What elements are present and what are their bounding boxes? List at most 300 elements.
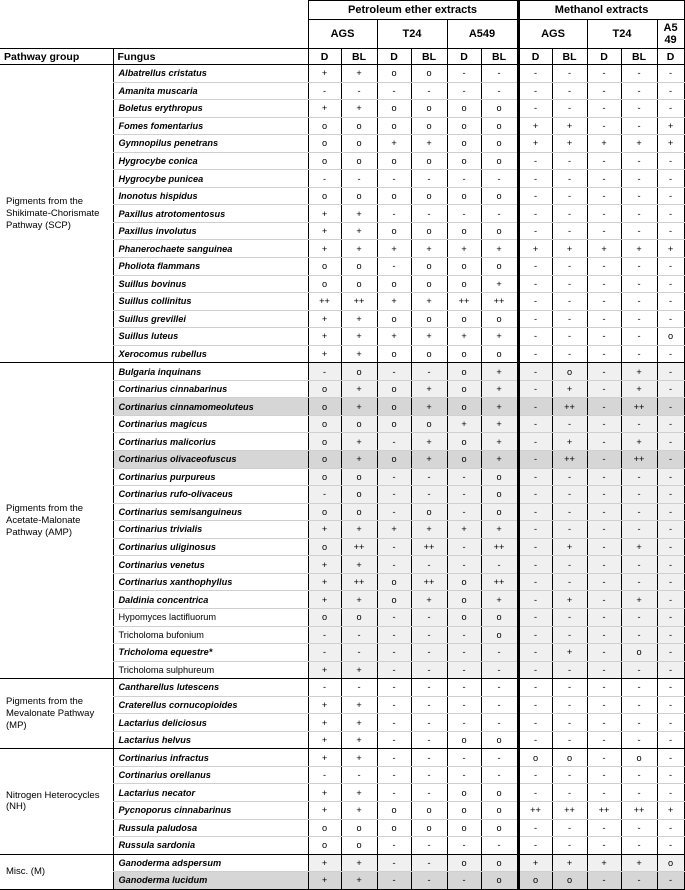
fungus-name: Lactarius deliciosus	[113, 714, 308, 732]
activity-cell: -	[587, 293, 621, 311]
activity-cell: -	[518, 644, 552, 662]
activity-cell: -	[481, 766, 518, 784]
activity-cell: +	[308, 573, 341, 591]
activity-cell: -	[621, 258, 657, 276]
activity-cell: -	[657, 749, 684, 767]
activity-cell: +	[481, 451, 518, 469]
activity-cell: -	[481, 65, 518, 83]
activity-cell: o	[481, 187, 518, 205]
activity-cell: +	[587, 854, 621, 872]
activity-cell: +	[587, 135, 621, 153]
activity-cell: -	[621, 468, 657, 486]
fungus-name: Lactarius necator	[113, 784, 308, 802]
activity-cell: o	[481, 731, 518, 749]
activity-cell: -	[447, 468, 481, 486]
activity-cell: -	[552, 310, 587, 328]
activity-cell: -	[447, 837, 481, 855]
sub-header: D	[447, 49, 481, 65]
sub-header: D	[657, 49, 684, 65]
activity-cell: o	[377, 100, 411, 118]
activity-cell: o	[518, 872, 552, 890]
activity-cell: +	[308, 240, 341, 258]
activity-cell: -	[518, 819, 552, 837]
activity-cell: o	[411, 345, 447, 363]
activity-cell: +	[308, 854, 341, 872]
sub-header: BL	[552, 49, 587, 65]
activity-cell: -	[587, 819, 621, 837]
activity-cell: -	[411, 82, 447, 100]
activity-cell: o	[341, 503, 377, 521]
activity-cell: -	[411, 784, 447, 802]
sub-header: BL	[481, 49, 518, 65]
activity-cell: +	[341, 521, 377, 539]
activity-cell: +	[657, 117, 684, 135]
activity-cell: +	[341, 398, 377, 416]
activity-cell: -	[518, 310, 552, 328]
activity-cell: -	[481, 714, 518, 732]
activity-cell: -	[657, 766, 684, 784]
activity-cell: o	[377, 591, 411, 609]
activity-cell: -	[377, 837, 411, 855]
activity-cell: o	[341, 275, 377, 293]
activity-cell: -	[411, 170, 447, 188]
activity-cell: -	[552, 486, 587, 504]
activity-cell: +	[308, 749, 341, 767]
activity-cell: -	[411, 205, 447, 223]
activity-cell: o	[377, 801, 411, 819]
fungus-name: Cortinarius olivaceofuscus	[113, 451, 308, 469]
activity-cell: +	[341, 731, 377, 749]
activity-cell: -	[657, 310, 684, 328]
activity-cell: +	[552, 591, 587, 609]
activity-cell: o	[481, 100, 518, 118]
table-row	[0, 679, 684, 697]
activity-cell: -	[377, 205, 411, 223]
activity-cell: +	[341, 310, 377, 328]
activity-cell: -	[481, 205, 518, 223]
cell-line-header: AGS	[518, 20, 587, 49]
activity-cell: -	[621, 415, 657, 433]
activity-cell: -	[377, 82, 411, 100]
activity-cell: -	[621, 170, 657, 188]
activity-cell: -	[587, 749, 621, 767]
fungus-name: Craterellus cornucopioides	[113, 696, 308, 714]
activity-cell: o	[411, 100, 447, 118]
pathway-group-label: Misc. (M)	[0, 854, 113, 889]
activity-cell: -	[657, 205, 684, 223]
activity-cell: o	[341, 608, 377, 626]
activity-cell: -	[377, 784, 411, 802]
activity-cell: +	[621, 591, 657, 609]
activity-cell: -	[657, 100, 684, 118]
activity-cell: -	[377, 433, 411, 451]
activity-cell: -	[657, 731, 684, 749]
activity-cell: o	[481, 854, 518, 872]
pathway-group-label: Nitrogen Heterocycles (NH)	[0, 749, 113, 854]
fungus-name: Paxillus involutus	[113, 222, 308, 240]
activity-cell: -	[621, 328, 657, 346]
activity-cell: o	[447, 363, 481, 381]
activity-cell: o	[552, 872, 587, 890]
activity-cell: o	[447, 854, 481, 872]
activity-cell: -	[587, 65, 621, 83]
activity-cell: +	[621, 363, 657, 381]
activity-cell: -	[377, 644, 411, 662]
activity-cell: +	[341, 749, 377, 767]
pathway-group-column-header: Pathway group	[0, 49, 113, 65]
activity-cell: +	[411, 380, 447, 398]
activity-cell: +	[308, 696, 341, 714]
activity-cell: -	[341, 766, 377, 784]
activity-cell: o	[341, 819, 377, 837]
activity-cell: +	[481, 521, 518, 539]
activity-cell: o	[377, 415, 411, 433]
activity-cell: -	[552, 187, 587, 205]
activity-cell: +	[621, 240, 657, 258]
fungus-name: Tricholoma bufonium	[113, 626, 308, 644]
activity-cell: +	[481, 433, 518, 451]
fungus-name: Cortinarius uliginosus	[113, 538, 308, 556]
activity-cell: -	[657, 837, 684, 855]
activity-cell: -	[377, 731, 411, 749]
activity-cell: -	[447, 205, 481, 223]
activity-cell: +	[621, 380, 657, 398]
activity-cell: +	[341, 433, 377, 451]
activity-cell: -	[587, 468, 621, 486]
activity-cell: -	[481, 696, 518, 714]
activity-cell: -	[411, 837, 447, 855]
activity-cell: +	[308, 310, 341, 328]
fungus-name: Tricholoma equestre*	[113, 644, 308, 662]
activity-cell: -	[621, 784, 657, 802]
activity-cell: o	[411, 801, 447, 819]
activity-cell: o	[308, 468, 341, 486]
activity-cell: -	[518, 398, 552, 416]
activity-cell: -	[341, 644, 377, 662]
activity-cell: -	[621, 731, 657, 749]
activity-cell: -	[518, 170, 552, 188]
activity-cell: +	[411, 135, 447, 153]
activity-cell: ++	[621, 451, 657, 469]
activity-cell: -	[552, 556, 587, 574]
activity-cell: -	[657, 538, 684, 556]
activity-cell: ++	[587, 801, 621, 819]
activity-cell: +	[621, 433, 657, 451]
activity-cell: -	[587, 415, 621, 433]
activity-cell: -	[657, 65, 684, 83]
activity-cell: -	[411, 363, 447, 381]
activity-cell: +	[447, 415, 481, 433]
activity-cell: o	[481, 117, 518, 135]
activity-cell: -	[552, 573, 587, 591]
activity-cell: -	[657, 258, 684, 276]
activity-cell: o	[481, 486, 518, 504]
activity-cell: o	[308, 433, 341, 451]
activity-cell: -	[552, 328, 587, 346]
activity-cell: o	[447, 573, 481, 591]
activity-cell: -	[377, 714, 411, 732]
activity-cell: -	[587, 521, 621, 539]
activity-cell: o	[377, 152, 411, 170]
table-body	[0, 65, 684, 890]
fungus-name: Suillus collinitus	[113, 293, 308, 311]
activity-cell: -	[518, 503, 552, 521]
activity-cell: -	[621, 293, 657, 311]
activity-cell: -	[377, 696, 411, 714]
activity-cell: -	[552, 661, 587, 679]
activity-cell: -	[552, 766, 587, 784]
activity-cell: o	[481, 626, 518, 644]
activity-cell: +	[657, 801, 684, 819]
fungus-name: Cortinarius cinnamomeoluteus	[113, 398, 308, 416]
activity-cell: -	[518, 784, 552, 802]
activity-cell: -	[621, 696, 657, 714]
activity-cell: -	[587, 731, 621, 749]
fungus-name: Suillus bovinus	[113, 275, 308, 293]
fungus-name: Cantharellus lutescens	[113, 679, 308, 697]
activity-cell: -	[518, 293, 552, 311]
activity-cell: o	[481, 152, 518, 170]
activity-cell: o	[411, 258, 447, 276]
activity-cell: o	[341, 468, 377, 486]
activity-cell: o	[447, 801, 481, 819]
activity-cell: -	[552, 222, 587, 240]
activity-cell: ++	[552, 398, 587, 416]
activity-cell: -	[657, 591, 684, 609]
activity-cell: o	[377, 65, 411, 83]
activity-cell: -	[341, 679, 377, 697]
activity-cell: +	[481, 275, 518, 293]
activity-cell: -	[518, 521, 552, 539]
activity-cell: -	[377, 854, 411, 872]
activity-cell: -	[447, 626, 481, 644]
activity-cell: -	[621, 152, 657, 170]
activity-cell: +	[481, 380, 518, 398]
activity-cell: +	[481, 240, 518, 258]
activity-cell: +	[657, 135, 684, 153]
activity-cell: +	[377, 293, 411, 311]
activity-cell: -	[657, 345, 684, 363]
activity-cell: +	[447, 240, 481, 258]
activity-cell: +	[308, 661, 341, 679]
activity-cell: -	[518, 65, 552, 83]
fungus-name: Cortinarius rufo-olivaceus	[113, 486, 308, 504]
activity-cell: -	[587, 486, 621, 504]
cell-line-header: T24	[377, 20, 447, 49]
activity-cell: ++	[552, 451, 587, 469]
activity-cell: -	[621, 766, 657, 784]
activity-cell: o	[447, 380, 481, 398]
activity-cell: -	[518, 187, 552, 205]
activity-cell: -	[411, 696, 447, 714]
activity-cell: o	[341, 187, 377, 205]
activity-cell: -	[377, 468, 411, 486]
activity-cell: -	[411, 854, 447, 872]
activity-cell: ++	[518, 801, 552, 819]
activity-cell: +	[308, 784, 341, 802]
activity-cell: +	[308, 872, 341, 890]
activity-cell: -	[552, 100, 587, 118]
activity-cell: -	[621, 556, 657, 574]
activity-cell: o	[447, 451, 481, 469]
activity-cell: -	[657, 661, 684, 679]
activity-cell: -	[518, 468, 552, 486]
activity-cell: -	[552, 65, 587, 83]
activity-cell: o	[481, 801, 518, 819]
activity-cell: -	[377, 486, 411, 504]
activity-cell: +	[518, 117, 552, 135]
activity-cell: -	[587, 766, 621, 784]
sub-header: BL	[341, 49, 377, 65]
activity-cell: -	[621, 626, 657, 644]
activity-cell: o	[447, 433, 481, 451]
activity-cell: -	[657, 784, 684, 802]
activity-cell: +	[341, 345, 377, 363]
activity-cell: -	[518, 433, 552, 451]
fungus-name: Cortinarius trivialis	[113, 521, 308, 539]
activity-cell: -	[587, 170, 621, 188]
activity-cell: o	[447, 591, 481, 609]
activity-cell: -	[447, 486, 481, 504]
activity-cell: -	[518, 345, 552, 363]
activity-cell: -	[552, 293, 587, 311]
activity-cell: -	[657, 819, 684, 837]
activity-cell: o	[308, 503, 341, 521]
activity-cell: -	[657, 608, 684, 626]
activity-cell: -	[552, 258, 587, 276]
activity-cell: +	[341, 872, 377, 890]
fungus-name: Cortinarius purpureus	[113, 468, 308, 486]
activity-cell: +	[308, 556, 341, 574]
activity-cell: -	[411, 644, 447, 662]
activity-cell: o	[308, 187, 341, 205]
activity-cell: -	[657, 486, 684, 504]
activity-cell: o	[341, 363, 377, 381]
activity-cell: +	[411, 398, 447, 416]
activity-cell: -	[518, 380, 552, 398]
activity-cell: -	[518, 328, 552, 346]
activity-cell: -	[308, 363, 341, 381]
activity-cell: -	[621, 222, 657, 240]
activity-cell: -	[621, 608, 657, 626]
activity-cell: +	[411, 328, 447, 346]
activity-cell: -	[587, 82, 621, 100]
activity-cell: -	[308, 644, 341, 662]
fungus-name: Lactarius helvus	[113, 731, 308, 749]
activity-cell: -	[621, 714, 657, 732]
activity-cell: -	[518, 363, 552, 381]
activity-cell: o	[377, 398, 411, 416]
activity-cell: o	[308, 819, 341, 837]
activity-cell: o	[411, 503, 447, 521]
activity-cell: -	[518, 679, 552, 697]
activity-cell: ++	[621, 398, 657, 416]
activity-cell: ++	[481, 293, 518, 311]
activity-cell: -	[552, 205, 587, 223]
activity-cell: +	[657, 240, 684, 258]
activity-cell: -	[552, 345, 587, 363]
activity-cell: -	[552, 521, 587, 539]
activity-cell: o	[447, 731, 481, 749]
activity-cell: +	[341, 556, 377, 574]
activity-cell: o	[411, 187, 447, 205]
activity-cell: ++	[341, 538, 377, 556]
activity-cell: -	[308, 626, 341, 644]
activity-cell: -	[657, 222, 684, 240]
activity-cell: -	[411, 679, 447, 697]
table-row	[0, 854, 684, 872]
activity-cell: -	[308, 766, 341, 784]
cell-line-header: A5 49	[657, 20, 684, 49]
activity-cell: -	[518, 661, 552, 679]
fungus-name: Cortinarius infractus	[113, 749, 308, 767]
activity-cell: o	[481, 135, 518, 153]
activity-cell: -	[552, 468, 587, 486]
activity-cell: -	[481, 749, 518, 767]
activity-cell: +	[341, 205, 377, 223]
activity-cell: -	[518, 556, 552, 574]
activity-cell: -	[657, 451, 684, 469]
activity-cell: -	[552, 275, 587, 293]
activity-cell: -	[587, 433, 621, 451]
activity-cell: -	[518, 538, 552, 556]
activity-cell: -	[411, 556, 447, 574]
activity-cell: o	[481, 222, 518, 240]
table-row	[0, 65, 684, 83]
fungus-name: Tricholoma sulphureum	[113, 661, 308, 679]
activity-cell: -	[657, 521, 684, 539]
activity-cell: o	[341, 415, 377, 433]
activity-cell: -	[587, 784, 621, 802]
activity-cell: o	[657, 854, 684, 872]
activity-cell: -	[621, 117, 657, 135]
activity-cell: -	[377, 170, 411, 188]
activity-cell: +	[621, 135, 657, 153]
activity-cell: -	[657, 872, 684, 890]
activity-cell: -	[657, 152, 684, 170]
activity-cell: -	[518, 152, 552, 170]
extract-group-header: Petroleum ether extracts	[308, 1, 518, 20]
activity-cell: -	[518, 837, 552, 855]
activity-cell: -	[377, 608, 411, 626]
activity-cell: -	[587, 328, 621, 346]
activity-cell: +	[308, 731, 341, 749]
activity-cell: o	[308, 380, 341, 398]
pathway-group-label: Pigments from the Mevalonate Pathway (MP)	[0, 679, 113, 749]
activity-cell: -	[587, 696, 621, 714]
table-row	[0, 363, 684, 381]
activity-cell: -	[552, 679, 587, 697]
activity-cell: -	[621, 486, 657, 504]
activity-cell: -	[481, 644, 518, 662]
activity-cell: -	[621, 345, 657, 363]
activity-cell: -	[341, 82, 377, 100]
activity-cell: o	[447, 819, 481, 837]
activity-cell: -	[552, 731, 587, 749]
fungus-name: Gymnopilus penetrans	[113, 135, 308, 153]
activity-cell: -	[481, 679, 518, 697]
activity-cell: -	[587, 451, 621, 469]
activity-cell: -	[377, 503, 411, 521]
activity-cell: o	[377, 187, 411, 205]
activity-cell: o	[308, 258, 341, 276]
activity-cell: -	[587, 205, 621, 223]
cell-line-header: A549	[447, 20, 518, 49]
fungus-name: Ganoderma adspersum	[113, 854, 308, 872]
activity-cell: -	[411, 872, 447, 890]
activity-cell: o	[411, 310, 447, 328]
activity-cell: -	[552, 714, 587, 732]
